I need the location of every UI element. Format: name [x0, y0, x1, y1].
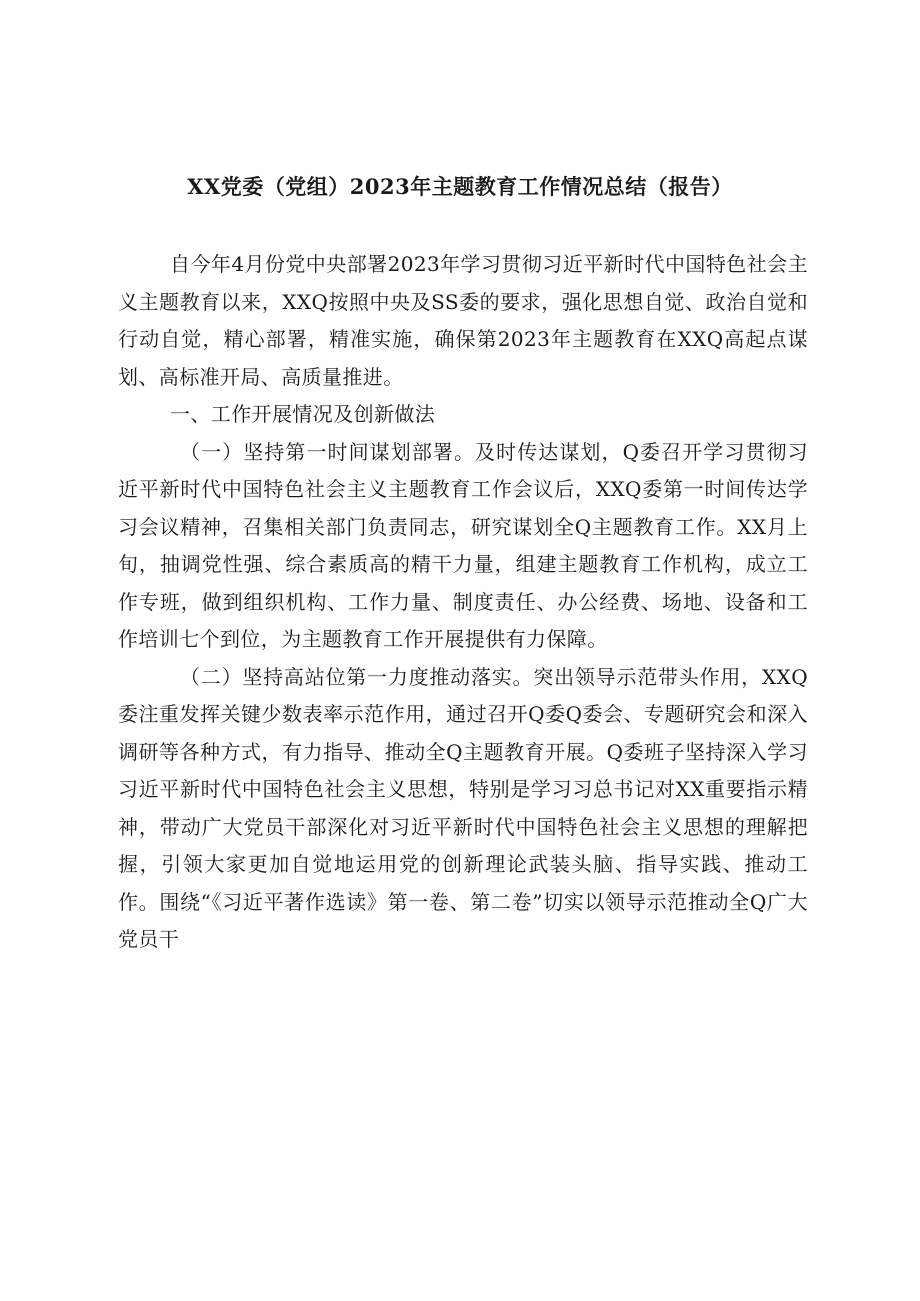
document-body: [118, 246, 808, 959]
intro-paragraph: 自今年4月份党中央部署2023年学习贯彻习近平新时代中国特色社会主义主题教育以来，XXQ按照中央及SS委的要求，强化思想自觉、政治自觉和行动自觉，精心部署，精准实施，确保第2023年主题教育在XXQ高起点谋划、高标准开局、高质量推进。: [118, 252, 808, 389]
document-title: XX党委（党组）2023年主题教育工作情况总结（报告）: [187, 174, 733, 199]
paragraph-one: （一）坚持第一时间谋划部署。及时传达谋划，Q委召开学习贯彻习近平新时代中国特色社会主义主题教育工作会议后，XXQ委第一时间传达学习会议精神，召集相关部门负责同志，研究谋划全Q主题教育工作。XX月上旬，抽调党性强、综合素质高的精干力量，组建主题教育工作机构，成立工作专班，做到组织机构、工作力量、制度责任、办公经费、场地、设备和工作培训七个到位，为主题教育工作开展提供有力保障。: [118, 439, 808, 651]
paragraph-two: （二）坚持高站位第一力度推动落实。突出领导示范带头作用，XXQ委注重发挥关键少数表率示范作用，通过召开Q委Q委会、专题研究会和深入调研等各种方式，有力指导、推动全Q主题教育开展。Q委班子坚持深入学习习近平新时代中国特色社会主义思想，特别是学习习总书记对XX重要指示精神，带动广大党员干部深化对习近平新时代中国特色社会主义思想的理解把握，引领大家更加自觉地运用党的创新理论武装头脑、指导实践、推动工作。围绕“《习近平著作选读》第一卷、第二卷”切实以领导示范推动全Q广大党员干: [118, 664, 808, 951]
section-heading: 一、工作开展情况及创新做法: [170, 402, 436, 426]
